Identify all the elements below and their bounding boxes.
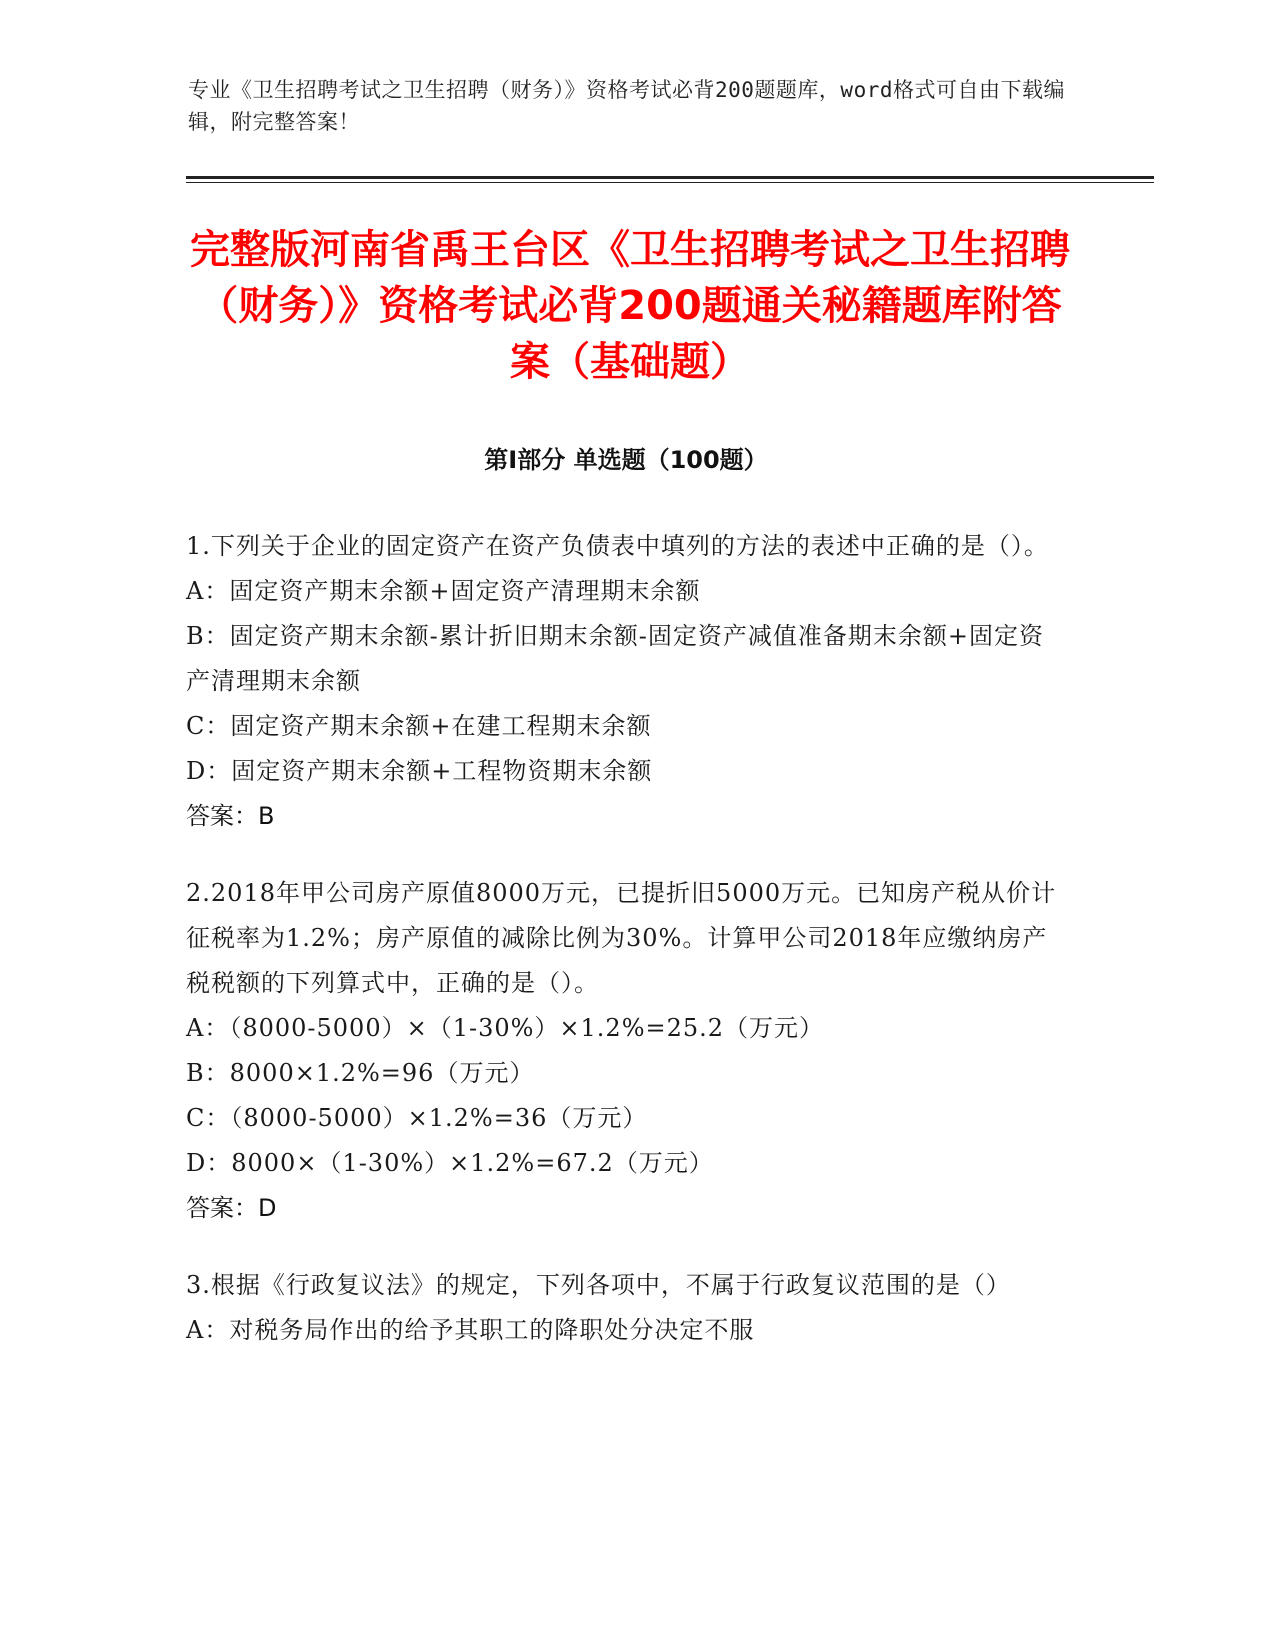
question-2 [186, 871, 1066, 1231]
option-a: A：固定资产期末余额+固定资产清理期末余额 [186, 577, 701, 605]
option-a: A：对税务局作出的给予其职工的降职处分决定不服 [186, 1316, 755, 1344]
option-a: A：（8000-5000）×（1-30%）×1.2%=25.2（万元） [186, 1014, 825, 1042]
option-d: D：固定资产期末余额+工程物资期末余额 [186, 757, 653, 785]
option-b: B：固定资产期末余额-累计折旧期末余额-固定资产减值准备期末余额+固定资产清理期末余额 [186, 622, 1044, 695]
header-rule-thick [186, 176, 1154, 179]
answer-label: 答案：D [186, 1194, 277, 1222]
option-b: B：8000×1.2%=96（万元） [186, 1059, 535, 1087]
section-heading: 第I部分 单选题（100题） [484, 446, 768, 474]
question-stem: 1.下列关于企业的固定资产在资产负债表中填列的方法的表述中正确的是（）。 [186, 532, 1049, 560]
answer-label: 答案：B [186, 802, 275, 830]
header-rule-thin [186, 182, 1154, 183]
question-stem: 3.根据《行政复议法》的规定，下列各项中，不属于行政复议范围的是（） [186, 1271, 1011, 1299]
document-title: 完整版河南省禹王台区《卫生招聘考试之卫生招聘（财务）》资格考试必背200题通关秘籍题库附答案（基础题） [190, 227, 1070, 385]
option-c: C：固定资产期末余额+在建工程期末余额 [186, 712, 652, 740]
question-list [186, 524, 1066, 1385]
question-1 [186, 524, 1066, 839]
header-note: 专业《卫生招聘考试之卫生招聘（财务）》资格考试必背200题题库，word格式可自由下载编辑，附完整答案！ [188, 78, 1065, 134]
option-c: C：（8000-5000）×1.2%=36（万元） [186, 1104, 648, 1132]
question-stem: 2.2018年甲公司房产原值8000万元，已提折旧5000万元。已知房产税从价计征税率为1.2%；房产原值的减除比例为30%。计算甲公司2018年应缴纳房产税税额的下列算式中，正确的是（）。 [186, 879, 1057, 997]
option-d: D：8000×（1-30%）×1.2%=67.2（万元） [186, 1149, 714, 1177]
question-3 [186, 1263, 1066, 1353]
